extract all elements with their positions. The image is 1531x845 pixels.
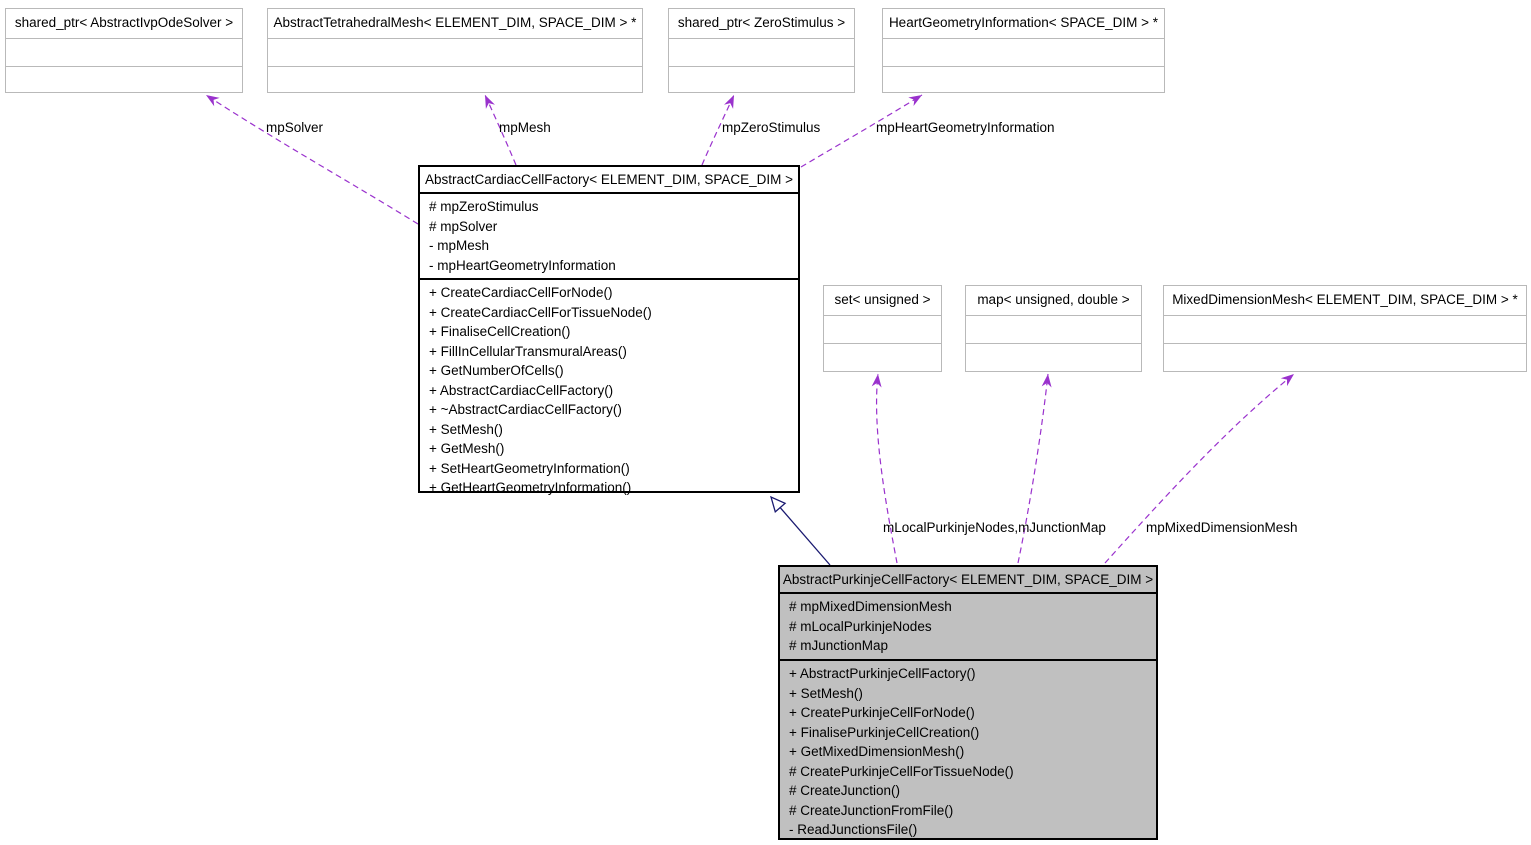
empty-methods-compartment bbox=[966, 344, 1141, 371]
attribute-row: - mpMesh bbox=[429, 238, 490, 253]
empty-methods-compartment bbox=[883, 67, 1164, 94]
edge-label-mpheartgeometryinformation: mpHeartGeometryInformation bbox=[876, 120, 1055, 135]
node-set-unsigned bbox=[823, 285, 942, 372]
node-abstract-cardiac-cell-factory bbox=[418, 165, 800, 493]
node-title: AbstractCardiacCellFactory< ELEMENT_DIM, SPACE_DIM > bbox=[420, 167, 798, 194]
attribute-row: # mpSolver bbox=[429, 218, 498, 234]
method-row: + GetMixedDimensionMesh() bbox=[789, 744, 965, 759]
method-row: + SetMesh() bbox=[789, 685, 863, 701]
method-row: + FinalisePurkinjeCellCreation() bbox=[789, 724, 980, 740]
node-title: shared_ptr< ZeroStimulus > bbox=[669, 9, 854, 39]
edge-label-mlocalpurkinjenodes-mjunctionmap: mLocalPurkinjeNodes,mJunctionMap bbox=[883, 520, 1106, 535]
attributes-compartment bbox=[780, 594, 1156, 661]
edge-label-mpzerostimulus: mpZeroStimulus bbox=[722, 120, 821, 135]
method-row: + SetHeartGeometryInformation() bbox=[429, 460, 630, 476]
method-row: + GetNumberOfCells() bbox=[429, 363, 564, 378]
node-title: AbstractPurkinjeCellFactory< ELEMENT_DIM, SPACE_DIM > bbox=[780, 567, 1156, 594]
method-row: + CreateCardiacCellForTissueNode() bbox=[429, 304, 652, 320]
empty-methods-compartment bbox=[824, 344, 941, 371]
empty-methods-compartment bbox=[669, 67, 854, 94]
node-shared-ptr-zero-stimulus bbox=[668, 8, 855, 93]
edge-label-mpmixeddimensionmesh: mpMixedDimensionMesh bbox=[1146, 520, 1298, 535]
method-row: + FinaliseCellCreation() bbox=[429, 324, 571, 339]
method-row: + FillInCellularTransmuralAreas() bbox=[429, 343, 627, 359]
empty-attributes-compartment bbox=[268, 39, 642, 67]
node-title: MixedDimensionMesh< ELEMENT_DIM, SPACE_DIM > * bbox=[1164, 286, 1526, 316]
attribute-row: # mJunctionMap bbox=[789, 638, 889, 653]
empty-methods-compartment bbox=[268, 67, 642, 94]
method-row: + CreatePurkinjeCellForNode() bbox=[789, 705, 975, 720]
empty-attributes-compartment bbox=[6, 39, 242, 67]
method-row: + ~AbstractCardiacCellFactory() bbox=[429, 402, 622, 417]
node-title: set< unsigned > bbox=[824, 286, 941, 316]
edge-label-mpsolver: mpSolver bbox=[266, 120, 324, 135]
method-row: + SetMesh() bbox=[429, 421, 503, 437]
empty-attributes-compartment bbox=[883, 39, 1164, 67]
attribute-row: # mpZeroStimulus bbox=[429, 199, 539, 214]
method-row: # CreateJunctionFromFile() bbox=[789, 802, 954, 818]
node-map-unsigned-double bbox=[965, 285, 1142, 372]
method-row: # CreatePurkinjeCellForTissueNode() bbox=[789, 763, 1014, 779]
node-mixed-dimension-mesh bbox=[1163, 285, 1527, 372]
inheritance-edge bbox=[771, 497, 830, 565]
method-row: + AbstractCardiacCellFactory() bbox=[429, 382, 614, 398]
node-abstract-tetrahedral-mesh bbox=[267, 8, 643, 93]
method-row: - ReadJunctionsFile() bbox=[789, 822, 918, 837]
attribute-row: # mpMixedDimensionMesh bbox=[789, 599, 952, 614]
methods-compartment bbox=[420, 280, 798, 495]
empty-methods-compartment bbox=[6, 67, 242, 94]
empty-attributes-compartment bbox=[824, 316, 941, 344]
empty-attributes-compartment bbox=[669, 39, 854, 67]
empty-attributes-compartment bbox=[1164, 316, 1526, 344]
method-row: + CreateCardiacCellForNode() bbox=[429, 285, 613, 300]
attributes-compartment bbox=[420, 194, 798, 280]
method-row: + GetHeartGeometryInformation() bbox=[429, 480, 632, 495]
usage-edge-mpsolver bbox=[206, 95, 418, 224]
node-abstract-purkinje-cell-factory bbox=[778, 565, 1158, 840]
method-row: # CreateJunction() bbox=[789, 783, 901, 798]
empty-methods-compartment bbox=[1164, 344, 1526, 371]
methods-compartment bbox=[780, 661, 1156, 838]
method-row: + GetMesh() bbox=[429, 441, 505, 456]
node-heart-geometry-information bbox=[882, 8, 1165, 93]
node-title: AbstractTetrahedralMesh< ELEMENT_DIM, SPACE_DIM > * bbox=[268, 9, 642, 39]
node-title: HeartGeometryInformation< SPACE_DIM > * bbox=[883, 9, 1164, 39]
method-row: + AbstractPurkinjeCellFactory() bbox=[789, 666, 976, 681]
node-title: map< unsigned, double > bbox=[966, 286, 1141, 316]
attribute-row: # mLocalPurkinjeNodes bbox=[789, 618, 932, 634]
empty-attributes-compartment bbox=[966, 316, 1141, 344]
attribute-row: - mpHeartGeometryInformation bbox=[429, 257, 616, 273]
node-shared-ptr-abstract-ivp-ode-solver bbox=[5, 8, 243, 93]
node-title: shared_ptr< AbstractIvpOdeSolver > bbox=[6, 9, 242, 39]
edge-label-mpmesh: mpMesh bbox=[499, 120, 551, 135]
